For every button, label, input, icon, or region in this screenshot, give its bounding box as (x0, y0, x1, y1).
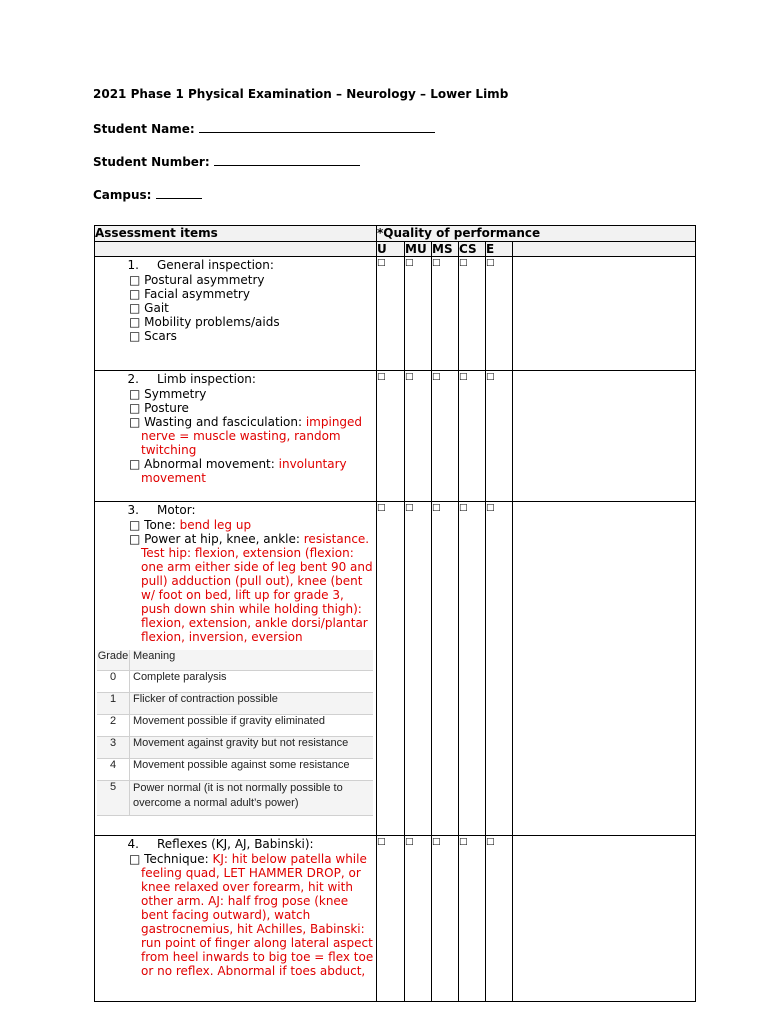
student-number-label: Student Number: (93, 155, 210, 169)
checkbox-e[interactable]: □ (486, 257, 513, 371)
comments-cell[interactable] (513, 371, 696, 502)
checkbox-icon: □ (129, 273, 141, 288)
sub-item: □ Technique: KJ: hit below patella while feeling quad, LET HAMMER DROP, or knee relaxed over forearm, hit with other arm. AJ: half frog pose (knee bent facing outward), watch gastrocnemius, hit Achilles, Babinski: run point of finger along lateral aspect from heel inwards to big toe = flex toe or no reflex. Abnormal if toes abduct, (129, 852, 374, 979)
sub-item: □ Tone: bend leg up (129, 518, 252, 533)
assessment-table (94, 225, 696, 1002)
checkbox-icon: □ (129, 457, 141, 472)
student-name-line[interactable] (199, 120, 435, 133)
checkbox-e[interactable]: □ (486, 836, 513, 1002)
checkbox-mu[interactable]: □ (405, 836, 432, 1002)
campus-line[interactable] (156, 186, 202, 199)
grade-row: 5 Power normal (it is not normally possible to overcome a normal adult’s power) (97, 781, 373, 816)
grade-header: Grade (97, 650, 130, 671)
assessment-row (95, 502, 696, 836)
student-number-line[interactable] (214, 153, 360, 166)
sub-item: □ Power at hip, knee, ankle: resistance. Test hip: flexion, extension (flexion: one arm either side of leg bent 90 and pull) adduction (pull out), knee (bent w/ foot on bed, lift up for grade 3, push down shin while holding thigh): flexion, extension, ankle dorsi/plantar flexion, inversion, eversion (129, 532, 373, 645)
note-text: bend leg up (179, 518, 252, 533)
sub-item: □ Posture (129, 401, 189, 416)
comments-cell[interactable] (513, 502, 696, 836)
checkbox-mu[interactable]: □ (405, 371, 432, 502)
student-number-field[interactable] (93, 153, 360, 169)
item-title: 3. Motor: (127, 503, 196, 517)
checkbox-u[interactable]: □ (377, 836, 405, 1002)
grade-table-header (97, 650, 373, 671)
item-title: 4. Reflexes (KJ, AJ, Babinski): (127, 837, 314, 851)
grade-row: 3 Movement against gravity but not resistance (97, 737, 373, 759)
sub-item: □ Abnormal movement: involuntary movement (129, 457, 347, 486)
checkbox-cs[interactable]: □ (459, 502, 486, 836)
grade-row: 4 Movement possible against some resistance (97, 759, 373, 781)
note-text: involuntary movement (141, 457, 347, 486)
header-blank (95, 242, 377, 257)
meaning-header: Meaning (130, 650, 374, 671)
grade-col-u: U (377, 242, 405, 257)
header-assessment-items: Assessment items (95, 226, 377, 242)
sub-item: □ Facial asymmetry (129, 287, 250, 302)
checkbox-cs[interactable]: □ (459, 257, 486, 371)
document-title: 2021 Phase 1 Physical Examination – Neurology – Lower Limb (93, 87, 509, 101)
checkbox-mu[interactable]: □ (405, 502, 432, 836)
checkbox-u[interactable]: □ (377, 502, 405, 836)
checkbox-icon: □ (129, 401, 141, 416)
checkbox-ms[interactable]: □ (432, 257, 459, 371)
muscle-grade-table (97, 650, 373, 816)
checkbox-icon: □ (129, 415, 141, 430)
grade-row: 2 Movement possible if gravity eliminated (97, 715, 373, 737)
checkbox-icon: □ (129, 518, 141, 533)
checkbox-icon: □ (129, 315, 141, 330)
checkbox-u[interactable]: □ (377, 371, 405, 502)
item-title: 1. General inspection: (127, 258, 274, 272)
grade-row: 1 Flicker of contraction possible (97, 693, 373, 715)
sub-item: □ Scars (129, 329, 177, 344)
item-cell (95, 257, 377, 371)
sub-item: □ Mobility problems/aids (129, 315, 280, 330)
grade-col-cs: CS (459, 242, 486, 257)
comments-cell[interactable] (513, 836, 696, 1002)
item-title: 2. Limb inspection: (127, 372, 256, 386)
item-cell (95, 502, 377, 836)
sub-item: □ Gait (129, 301, 169, 316)
checkbox-e[interactable]: □ (486, 502, 513, 836)
note-text: impinged nerve = muscle wasting, random twitching (141, 415, 363, 458)
student-name-field[interactable] (93, 120, 435, 136)
checkbox-icon: □ (129, 287, 141, 302)
sub-item: □ Postural asymmetry (129, 273, 265, 288)
checkbox-icon: □ (129, 852, 141, 867)
checkbox-cs[interactable]: □ (459, 836, 486, 1002)
comments-cell[interactable] (513, 257, 696, 371)
grade-col-ms: MS (432, 242, 459, 257)
item-cell (95, 836, 377, 1002)
campus-field[interactable] (93, 186, 202, 202)
item-cell (95, 371, 377, 502)
grade-row: 0 Complete paralysis (97, 671, 373, 693)
sub-item: □ Wasting and fasciculation: impinged nerve = muscle wasting, random twitching (129, 415, 363, 458)
grade-col-e: E (486, 242, 513, 257)
checkbox-mu[interactable]: □ (405, 257, 432, 371)
assessment-row (95, 257, 696, 371)
header-quality-of-performance: *Quality of performance (377, 226, 696, 242)
campus-label: Campus: (93, 188, 152, 202)
sub-item: □ Symmetry (129, 387, 207, 402)
checkbox-icon: □ (129, 532, 141, 547)
checkbox-u[interactable]: □ (377, 257, 405, 371)
note-text: resistance. Test hip: flexion, extension (flexion: one arm either side of leg bent 90 and pull) adduction (pull out), knee (bent w/ foot on bed, lift up for grade 3, push down shin while holding thigh): flexion, extension, ankle dorsi/plantar flexion, inversion, eversion (141, 532, 373, 645)
checkbox-cs[interactable]: □ (459, 371, 486, 502)
assessment-row (95, 371, 696, 502)
assessment-row (95, 836, 696, 1002)
checkbox-icon: □ (129, 301, 141, 316)
comments-cell (513, 242, 696, 257)
checkbox-ms[interactable]: □ (432, 502, 459, 836)
grade-col-mu: MU (405, 242, 432, 257)
checkbox-icon: □ (129, 387, 141, 402)
note-text: KJ: hit below patella while feeling quad, LET HAMMER DROP, or knee relaxed over forearm, hit with other arm. AJ: half frog pose (knee bent facing outward), watch gastrocnemius, hit Achilles, Babinski: run point of finger along lateral aspect from heel inwards to big toe = flex toe or no reflex. Abnormal if toes abduct, (141, 852, 374, 979)
student-name-label: Student Name: (93, 122, 195, 136)
checkbox-e[interactable]: □ (486, 371, 513, 502)
checkbox-ms[interactable]: □ (432, 836, 459, 1002)
checkbox-icon: □ (129, 329, 141, 344)
checkbox-ms[interactable]: □ (432, 371, 459, 502)
